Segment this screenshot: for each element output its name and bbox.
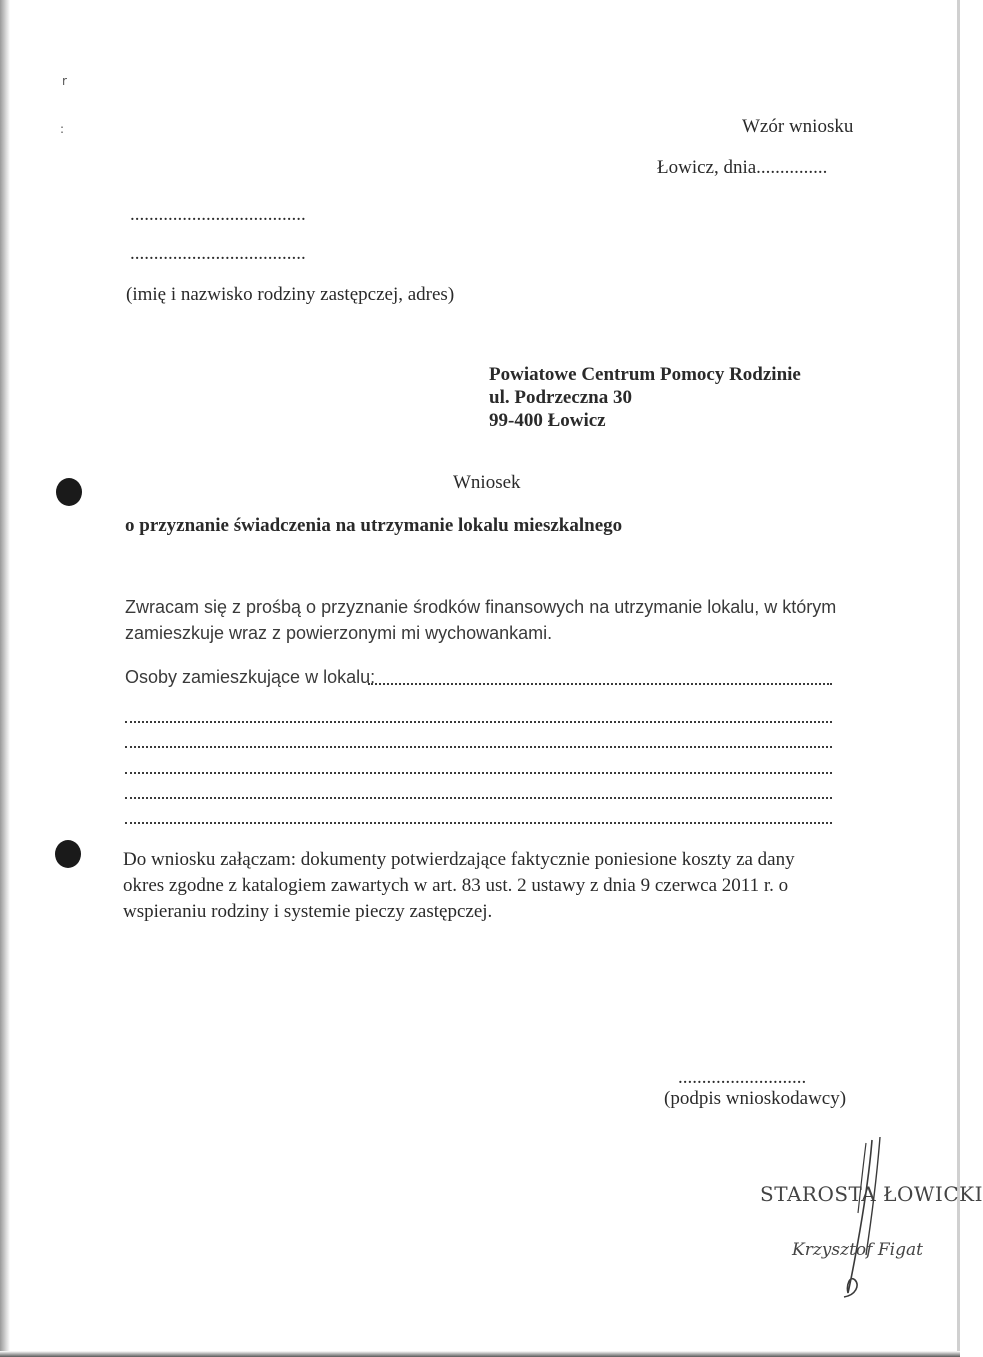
- signature-caption: (podpis wnioskodawcy): [664, 1088, 847, 1109]
- attachment-text-line: okres zgodne z katalogiem zawartych w art. 83 ust. 2 ustawy z dnia 9 czerwca 2011 r. o: [123, 875, 789, 896]
- scan-edge-right: [957, 0, 960, 1357]
- residents-dotted-line: [125, 721, 832, 723]
- scan-edge-bottom: [0, 1351, 960, 1357]
- punch-hole-bottom: [55, 840, 81, 868]
- residents-dotted-line: [125, 746, 832, 748]
- recipient-name: Powiatowe Centrum Pomocy Rodzinie: [489, 364, 801, 385]
- punch-hole-top: [56, 478, 82, 506]
- residents-dotted-line: [368, 683, 832, 685]
- request-text-line: Zwracam się z prośbą o przyznanie środków finansowych na utrzymanie lokalu, w którym: [125, 597, 837, 617]
- document-heading: Wniosek: [453, 472, 521, 493]
- residents-dotted-line: [125, 822, 832, 824]
- attachment-text-line: wspieraniu rodziny i systemie pieczy zastępczej.: [123, 901, 493, 922]
- scan-edge-left: [0, 0, 10, 1357]
- applicant-caption: (imię i nazwisko rodziny zastępczej, adres): [126, 284, 455, 305]
- document-subject: o przyznanie świadczenia na utrzymanie lokalu mieszkalnego: [125, 515, 623, 536]
- form-label: Wzór wniosku: [742, 116, 854, 137]
- signature-line: ...........................: [678, 1067, 807, 1088]
- place-date: Łowicz, dnia...............: [657, 157, 828, 178]
- attachment-text-line: Do wniosku załączam: dokumenty potwierdzające faktycznie poniesione koszty za dany: [123, 849, 795, 870]
- recipient-city: 99-400 Łowicz: [489, 410, 606, 431]
- recipient-street: ul. Podrzeczna 30: [489, 387, 633, 408]
- applicant-line: .....................................: [130, 243, 306, 264]
- applicant-line: .....................................: [130, 204, 306, 225]
- margin-mark: :: [60, 122, 65, 136]
- official-stamp-name: Krzysztof Figat: [792, 1240, 923, 1260]
- handwritten-signature: [800, 1135, 900, 1300]
- residents-dotted-line: [125, 772, 832, 774]
- margin-mark: r: [62, 74, 67, 88]
- request-text-line: zamieszkuje wraz z powierzonymi mi wychowankami.: [125, 623, 553, 643]
- official-stamp-title: STAROSTA ŁOWICKI: [760, 1182, 983, 1206]
- residents-dotted-line: [125, 797, 832, 799]
- residents-label: Osoby zamieszkujące w lokalu:: [125, 667, 376, 687]
